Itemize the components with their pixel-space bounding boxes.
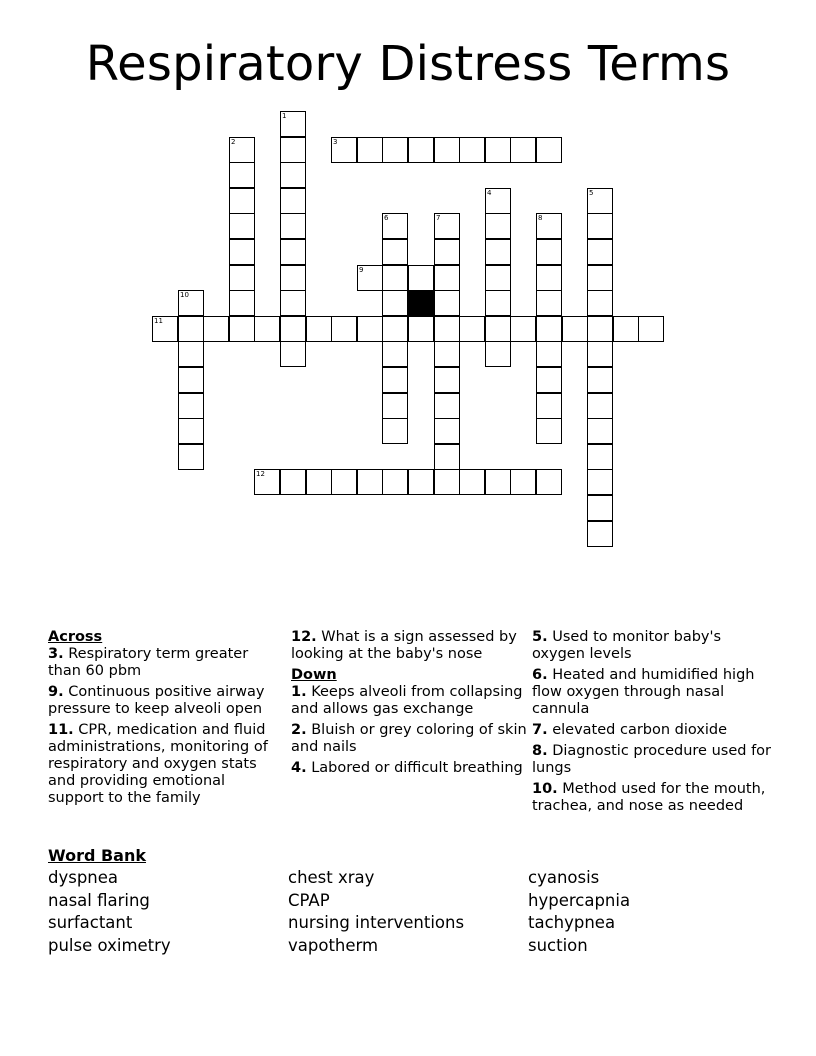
grid-cell[interactable]	[229, 239, 255, 265]
grid-cell[interactable]	[178, 393, 204, 419]
word-bank-item: dyspnea	[48, 868, 119, 887]
grid-cell[interactable]	[254, 469, 280, 495]
grid-cell[interactable]	[587, 265, 613, 291]
clue-num: 3.	[48, 646, 64, 662]
clue-number: 2	[231, 138, 236, 146]
clue	[48, 684, 283, 718]
clue	[291, 722, 527, 756]
grid-cell[interactable]	[485, 239, 511, 265]
grid-cell[interactable]	[434, 341, 460, 367]
grid-cell[interactable]	[152, 316, 178, 342]
grid-cell[interactable]	[434, 239, 460, 265]
clue-number: 11	[154, 317, 163, 325]
grid-cell[interactable]	[434, 469, 460, 495]
grid-cell[interactable]	[587, 239, 613, 265]
clues-column-1	[48, 629, 283, 811]
clue-num: 5.	[532, 629, 548, 645]
word-bank-item: tachypnea	[528, 913, 616, 933]
grid-cell[interactable]	[382, 316, 408, 342]
word-bank-item: vapotherm	[288, 935, 379, 955]
grid-cell[interactable]	[178, 367, 204, 393]
grid-cell[interactable]	[434, 367, 460, 393]
grid-cell[interactable]	[510, 137, 536, 163]
grid-cell[interactable]	[485, 341, 511, 367]
grid-cell[interactable]	[536, 137, 562, 163]
grid-cell[interactable]	[459, 469, 485, 495]
grid-cell[interactable]	[280, 469, 306, 495]
grid-cell[interactable]	[408, 137, 434, 163]
clue-num: 9.	[48, 684, 64, 700]
grid-cell[interactable]	[280, 265, 306, 291]
grid-cell[interactable]	[587, 469, 613, 495]
grid-cell[interactable]	[536, 290, 562, 316]
word-bank-item: nasal flaring	[48, 890, 150, 910]
clue-number: 6	[384, 214, 389, 222]
grid-cell[interactable]	[485, 265, 511, 291]
grid-cell[interactable]	[536, 469, 562, 495]
grid-cell[interactable]	[331, 316, 357, 342]
word-bank-item: hypercapnia	[528, 890, 631, 910]
grid-cell[interactable]	[613, 316, 639, 342]
grid-cell[interactable]	[459, 137, 485, 163]
clue-number: 9	[359, 266, 364, 274]
grid-cell[interactable]	[587, 316, 613, 342]
grid-cell[interactable]	[280, 111, 306, 137]
grid-cell[interactable]	[638, 316, 664, 342]
clue-text: Used to monitor baby's oxygen levels	[532, 629, 722, 662]
grid-cell[interactable]	[587, 393, 613, 419]
grid-cell[interactable]	[536, 393, 562, 419]
grid-cell[interactable]	[382, 213, 408, 239]
grid-cell[interactable]	[357, 316, 383, 342]
grid-cell[interactable]	[434, 213, 460, 239]
clue-text: Method used for the mouth, trachea, and nose as needed	[532, 781, 766, 814]
clue-number: 3	[333, 138, 338, 146]
puzzle-title: Respiratory Distress Terms	[85, 36, 731, 92]
grid-cell[interactable]	[178, 290, 204, 316]
clue-number: 10	[180, 291, 189, 299]
clues-column-2	[291, 629, 527, 781]
clues-column-3	[532, 629, 772, 819]
grid-cell[interactable]	[229, 316, 255, 342]
down-header: Down	[291, 667, 337, 683]
grid-cell[interactable]	[408, 316, 434, 342]
clue	[532, 743, 772, 777]
grid-cell[interactable]	[485, 213, 511, 239]
grid-cell[interactable]	[229, 137, 255, 163]
grid-cell[interactable]	[357, 469, 383, 495]
clue-text: Labored or difficult breathing	[306, 760, 523, 776]
grid-cell[interactable]	[331, 469, 357, 495]
black-square	[408, 290, 434, 316]
grid-cell[interactable]	[178, 341, 204, 367]
grid-cell[interactable]	[178, 444, 204, 470]
clue-number: 4	[487, 189, 492, 197]
across-header: Across	[48, 629, 103, 645]
clue-num: 7.	[532, 722, 548, 738]
grid-cell[interactable]	[434, 316, 460, 342]
grid-cell[interactable]	[229, 213, 255, 239]
grid-cell[interactable]	[280, 213, 306, 239]
grid-cell[interactable]	[587, 418, 613, 444]
clue-text: Continuous positive airway pressure to keep alveoli open	[48, 684, 265, 717]
grid-cell[interactable]	[280, 341, 306, 367]
word-bank-item: CPAP	[288, 890, 330, 910]
grid-cell[interactable]	[382, 418, 408, 444]
clue-num: 2.	[291, 722, 307, 738]
grid-cell[interactable]	[408, 469, 434, 495]
grid-cell[interactable]	[306, 469, 332, 495]
word-bank-item: nursing interventions	[288, 913, 465, 933]
grid-cell[interactable]	[382, 239, 408, 265]
clue-text: Bluish or grey coloring of skin and nails	[291, 722, 527, 755]
grid-cell[interactable]	[382, 469, 408, 495]
word-bank-item: suction	[528, 935, 588, 955]
grid-cell[interactable]	[434, 444, 460, 470]
grid-cell[interactable]	[280, 239, 306, 265]
word-bank-title: Word Bank	[48, 846, 147, 865]
clue	[532, 667, 772, 718]
grid-cell[interactable]	[229, 290, 255, 316]
clue	[291, 684, 527, 718]
grid-cell[interactable]	[254, 316, 280, 342]
grid-cell[interactable]	[229, 265, 255, 291]
grid-cell[interactable]	[510, 316, 536, 342]
grid-cell[interactable]	[382, 290, 408, 316]
clue-text: Diagnostic procedure used for lungs	[532, 743, 772, 776]
grid-cell[interactable]	[536, 367, 562, 393]
grid-cell[interactable]	[459, 316, 485, 342]
grid-cell[interactable]	[357, 265, 383, 291]
grid-cell[interactable]	[587, 290, 613, 316]
grid-cell[interactable]	[280, 290, 306, 316]
grid-cell[interactable]	[536, 316, 562, 342]
grid-cell[interactable]	[587, 444, 613, 470]
grid-cell[interactable]	[203, 316, 229, 342]
clue-text: Heated and humidified high flow oxygen through nasal cannula	[532, 667, 755, 717]
clue	[532, 629, 772, 663]
grid-cell[interactable]	[382, 367, 408, 393]
clue-number: 8	[538, 214, 543, 222]
grid-cell[interactable]	[434, 393, 460, 419]
grid-cell[interactable]	[536, 265, 562, 291]
grid-cell[interactable]	[280, 188, 306, 214]
clue-text: elevated carbon dioxide	[547, 722, 728, 738]
grid-cell[interactable]	[536, 341, 562, 367]
grid-cell[interactable]	[587, 367, 613, 393]
grid-cell[interactable]	[229, 162, 255, 188]
grid-cell[interactable]	[485, 137, 511, 163]
clue-num: 10.	[532, 781, 558, 797]
grid-cell[interactable]	[382, 137, 408, 163]
grid-cell[interactable]	[536, 239, 562, 265]
grid-cell[interactable]	[587, 213, 613, 239]
grid-cell[interactable]	[434, 137, 460, 163]
clue-num: 6.	[532, 667, 548, 683]
clue	[291, 629, 527, 663]
grid-cell[interactable]	[382, 265, 408, 291]
word-bank-item: surfactant	[48, 913, 133, 933]
clue-text: What is a sign assessed by looking at the baby's nose	[291, 629, 517, 662]
grid-cell[interactable]	[357, 137, 383, 163]
grid-cell[interactable]	[536, 418, 562, 444]
clue	[291, 760, 527, 777]
clue-number: 1	[282, 112, 287, 120]
grid-cell[interactable]	[587, 521, 613, 547]
grid-cell[interactable]	[485, 469, 511, 495]
clue	[48, 646, 283, 680]
grid-cell[interactable]	[280, 162, 306, 188]
grid-cell[interactable]	[280, 316, 306, 342]
grid-cell[interactable]	[434, 418, 460, 444]
grid-cell[interactable]	[485, 188, 511, 214]
clue-num: 8.	[532, 743, 548, 759]
grid-cell[interactable]	[434, 290, 460, 316]
grid-cell[interactable]	[178, 316, 204, 342]
clue-num: 11.	[48, 722, 74, 738]
grid-cell[interactable]	[434, 265, 460, 291]
clue-text: CPR, medication and fluid administrations, monitoring of respiratory and oxygen stats and providing emotional support to the family	[48, 722, 268, 806]
clue	[532, 722, 772, 739]
clue-num: 1.	[291, 684, 307, 700]
clue-text: Respiratory term greater than 60 pbm	[48, 646, 249, 679]
clue	[48, 722, 283, 807]
grid-cell[interactable]	[536, 213, 562, 239]
clue-number: 12	[256, 470, 265, 478]
clue-text: Keeps alveoli from collapsing and allows gas exchange	[291, 684, 523, 717]
grid-cell[interactable]	[485, 316, 511, 342]
grid-cell[interactable]	[382, 341, 408, 367]
clue-num: 12.	[291, 629, 317, 645]
grid-cell[interactable]	[331, 137, 357, 163]
grid-cell[interactable]	[408, 265, 434, 291]
clue-num: 4.	[291, 760, 307, 776]
grid-cell[interactable]	[485, 290, 511, 316]
grid-cell[interactable]	[562, 316, 588, 342]
clue-number: 5	[589, 189, 594, 197]
word-bank-item: chest xray	[288, 868, 375, 887]
grid-cell[interactable]	[178, 418, 204, 444]
word-bank-item: cyanosis	[528, 868, 600, 887]
grid-cell[interactable]	[587, 495, 613, 521]
grid-cell[interactable]	[587, 188, 613, 214]
clue-number: 7	[436, 214, 441, 222]
grid-cell[interactable]	[510, 469, 536, 495]
clue	[532, 781, 772, 815]
grid-cell[interactable]	[382, 393, 408, 419]
grid-cell[interactable]	[587, 341, 613, 367]
grid-cell[interactable]	[280, 137, 306, 163]
grid-cell[interactable]	[306, 316, 332, 342]
word-bank-item: pulse oximetry	[48, 935, 171, 955]
grid-cell[interactable]	[229, 188, 255, 214]
